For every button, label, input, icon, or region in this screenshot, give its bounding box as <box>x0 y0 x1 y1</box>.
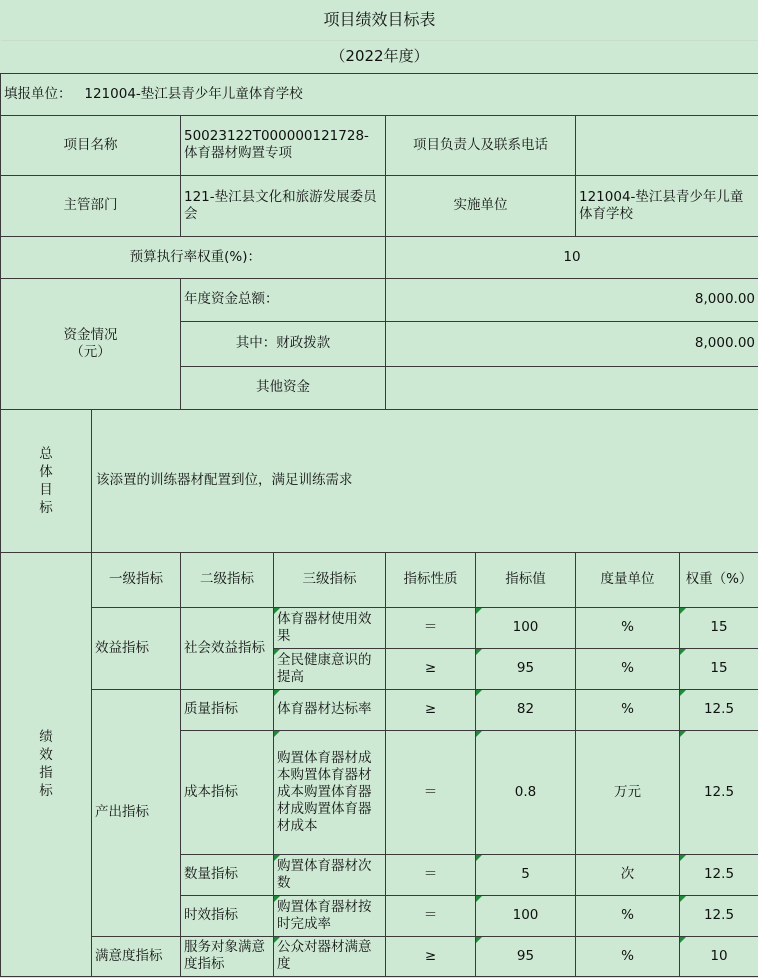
funds-fiscal-value: 8,000.00 <box>386 321 758 366</box>
budget-weight-label: 预算执行率权重(%)： <box>1 236 386 278</box>
table-row <box>1 936 758 976</box>
level2-quantity: 数量指标 <box>181 854 274 895</box>
level1-benefit: 效益指标 <box>92 607 181 689</box>
header-nature: 指标性质 <box>386 552 476 607</box>
nature-cell: ≥ <box>386 936 476 976</box>
value-cell: 100 <box>476 607 576 648</box>
header-weight: 权重（%） <box>680 552 758 607</box>
leader-value <box>576 115 758 175</box>
level3-cell: 购置体育器材按时完成率 <box>274 895 386 936</box>
table-row <box>1 689 758 730</box>
level3-cell: 公众对器材满意度 <box>274 936 386 976</box>
reporting-unit <box>1 73 758 115</box>
funds-total-value: 8,000.00 <box>386 278 758 321</box>
goal-label: 总体目标 <box>1 409 92 552</box>
header-value: 指标值 <box>476 552 576 607</box>
value-cell: 82 <box>476 689 576 730</box>
nature-cell: ＝ <box>386 895 476 936</box>
weight-cell: 12.5 <box>680 854 758 895</box>
reporting-unit-label: 填报单位： <box>4 85 72 102</box>
goal-text: 该添置的训练器材配置到位，满足训练需求 <box>92 409 758 552</box>
funds-other-value <box>386 366 758 409</box>
dept-label: 主管部门 <box>1 175 181 236</box>
project-name-label: 项目名称 <box>1 115 181 175</box>
project-name-value: 50023122T000000121728-体育器材购置专项 <box>181 115 386 175</box>
impl-value: 121004-垫江县青少年儿童体育学校 <box>576 175 758 236</box>
budget-weight-value: 10 <box>386 236 758 278</box>
level2-quality: 质量指标 <box>181 689 274 730</box>
unit-cell: 次 <box>576 854 680 895</box>
level3-cell: 体育器材达标率 <box>274 689 386 730</box>
level2-cost: 成本指标 <box>181 730 274 854</box>
year-label: （2022年度） <box>330 47 429 65</box>
value-cell: 95 <box>476 648 576 689</box>
weight-cell: 12.5 <box>680 895 758 936</box>
value-cell: 5 <box>476 854 576 895</box>
unit-cell: 万元 <box>576 730 680 854</box>
unit-cell: % <box>576 648 680 689</box>
level3-cell: 体育器材使用效果 <box>274 607 386 648</box>
unit-cell: % <box>576 895 680 936</box>
funds-fiscal-label: 其中：财政拨款 <box>181 321 386 366</box>
level2-service: 服务对象满意度指标 <box>181 936 274 976</box>
weight-cell: 15 <box>680 607 758 648</box>
unit-cell: % <box>576 689 680 730</box>
unit-cell: % <box>576 936 680 976</box>
weight-cell: 12.5 <box>680 730 758 854</box>
nature-cell: ＝ <box>386 607 476 648</box>
weight-cell: 10 <box>680 936 758 976</box>
leader-label: 项目负责人及联系电话 <box>386 115 576 175</box>
header-level3: 三级指标 <box>274 552 386 607</box>
funds-total-label: 年度资金总额： <box>181 278 386 321</box>
weight-cell: 15 <box>680 648 758 689</box>
funds-other-label: 其他资金 <box>181 366 386 409</box>
level3-cell: 全民健康意识的提高 <box>274 648 386 689</box>
value-cell: 95 <box>476 936 576 976</box>
level1-output: 产出指标 <box>92 689 181 936</box>
nature-cell: ＝ <box>386 854 476 895</box>
page-title: 项目绩效目标表 <box>1 0 758 40</box>
table-row <box>1 607 758 648</box>
header-level2: 二级指标 <box>181 552 274 607</box>
level3-cell: 购置体育器材成本购置体育器材成本购置体育器材成购置体育器材成本 <box>274 730 386 854</box>
unit-cell: % <box>576 607 680 648</box>
level3-cell: 购置体育器材次数 <box>274 854 386 895</box>
nature-cell: ≥ <box>386 648 476 689</box>
weight-cell: 12.5 <box>680 689 758 730</box>
level2-social: 社会效益指标 <box>181 607 274 689</box>
dept-value: 121-垫江县文化和旅游发展委员会 <box>181 175 386 236</box>
level1-satisfaction: 满意度指标 <box>92 936 181 976</box>
level2-time: 时效指标 <box>181 895 274 936</box>
nature-cell: ≥ <box>386 689 476 730</box>
header-level1: 一级指标 <box>92 552 181 607</box>
perf-label: 绩效指标 <box>1 552 92 976</box>
value-cell: 0.8 <box>476 730 576 854</box>
funds-label: 资金情况（元） <box>1 278 181 409</box>
nature-cell: ＝ <box>386 730 476 854</box>
reporting-unit-value: 121004-垫江县青少年儿童体育学校 <box>84 85 303 102</box>
header-unit: 度量单位 <box>576 552 680 607</box>
impl-label: 实施单位 <box>386 175 576 236</box>
value-cell: 100 <box>476 895 576 936</box>
